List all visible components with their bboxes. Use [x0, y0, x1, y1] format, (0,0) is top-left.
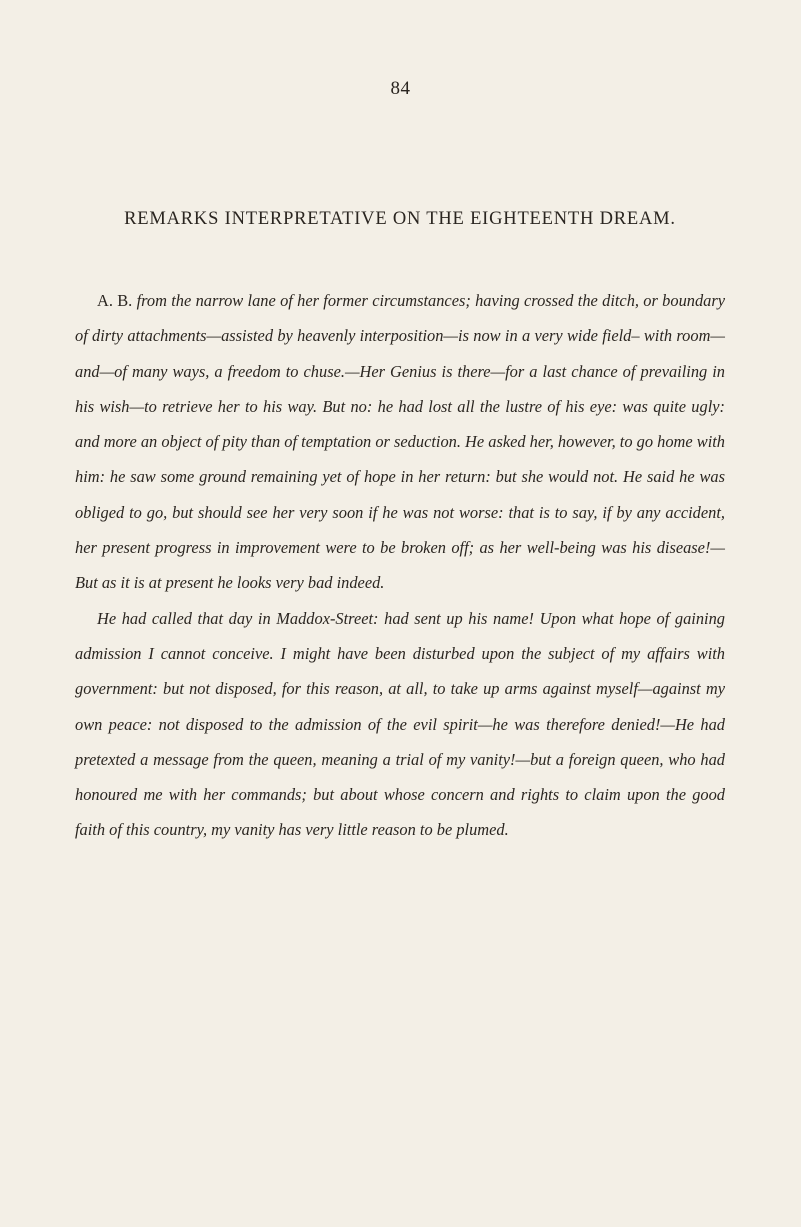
paragraph-lead: A. B.	[97, 291, 133, 310]
paragraph	[75, 283, 725, 601]
body-text	[75, 283, 725, 848]
page-number: 84	[390, 78, 411, 99]
section-heading: REMARKS INTERPRETATIVE ON THE EIGHTEENTH DREAM.	[124, 209, 676, 229]
paragraph-text: He had called that day in Maddox-Street: had sent up his name! Upon what hope of gaining admission I cannot conceive. I might have been disturbed upon the subject of my affairs with government: but not disposed, for this reason, at all, to take up arms against myself—against my own peace: not disposed to the admission of the evil spirit—he was therefore denied!—He had pretexted a message from the queen, meaning a trial of my vanity!—but a foreign queen, who had honoured me with her commands; but about whose concern and rights to claim upon the good faith of this country, my vanity has very little reason to be plumed.	[75, 608, 725, 840]
paragraph-text: from the narrow lane of her former circumstances; having crossed the ditch, or boundary of dirty attachments—assisted by heavenly interposition—is now in a very wide field– with room—and—of many ways, a freedom to chuse.—Her Genius is there—for a last chance of prevailing in his wish—to retrieve her to his way. But no: he had lost all the lustre of his eye: was quite ugly: and more an object of pity than of temptation or seduction. He asked her, however, to go home with him: he saw some ground remaining yet of hope in her return: but she would not. He said he was obliged to go, but should see her very soon if he was not worse: that is to say, if by any accident, her present progress in improvement were to be broken off; as her well-being was his disease!—But as it is at present he looks very bad indeed.	[75, 291, 726, 593]
paragraph	[75, 601, 725, 848]
